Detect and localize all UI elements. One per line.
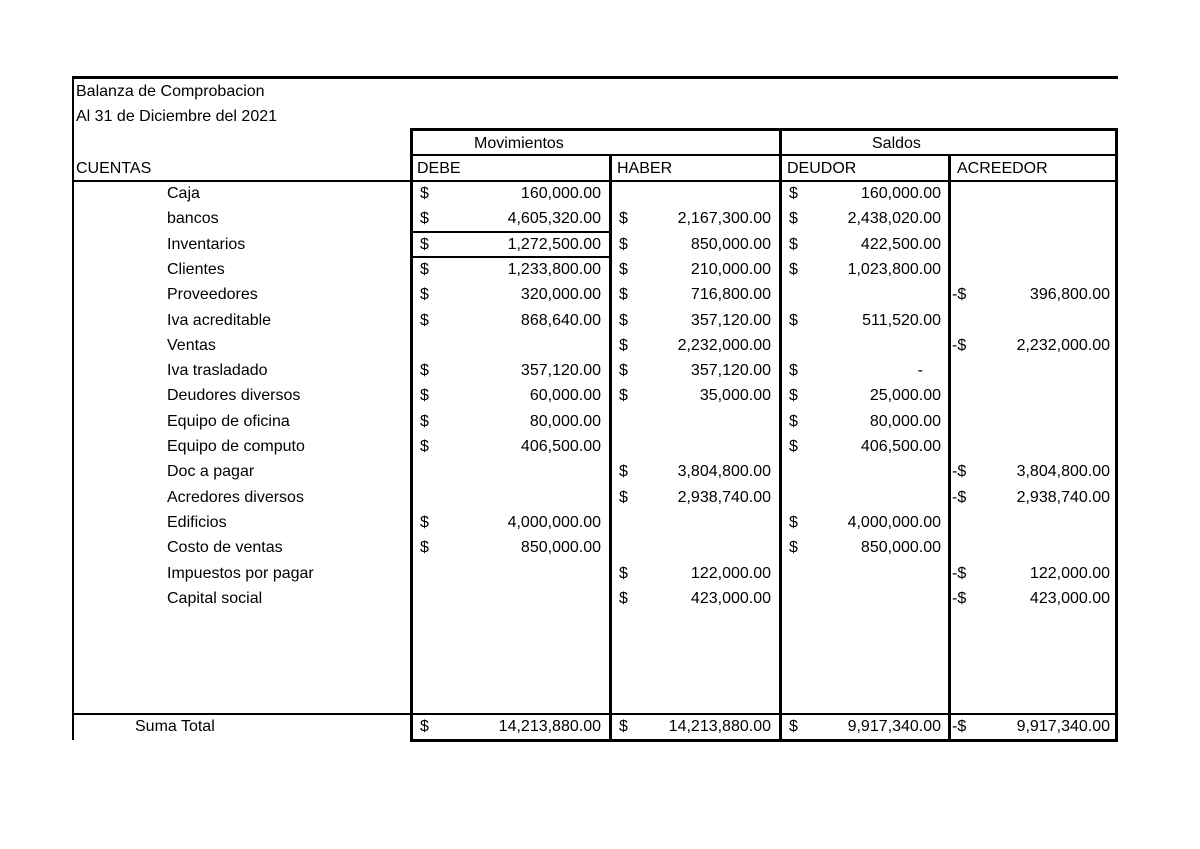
deudor-amount: 2,438,020.00 — [847, 210, 941, 227]
deudor-currency: $ — [789, 514, 798, 531]
debe-currency: $ — [420, 413, 429, 430]
total-acreedor: 9,917,340.00 — [1016, 718, 1110, 735]
haber-amount: 35,000.00 — [699, 387, 771, 404]
deudor-amount: 25,000.00 — [869, 387, 941, 404]
total-debe: 14,213,880.00 — [498, 718, 601, 735]
deudor-amount: 1,023,800.00 — [847, 261, 941, 278]
debe-currency: $ — [420, 286, 429, 303]
left-border — [72, 76, 74, 740]
haber-currency: $ — [619, 463, 628, 480]
total-deudor-currency: $ — [789, 718, 798, 735]
deudor-amount: 511,520.00 — [862, 312, 941, 329]
haber-amount: 357,120.00 — [690, 362, 771, 379]
col-debe-left — [410, 128, 413, 742]
account-name: Clientes — [167, 261, 225, 278]
haber-currency: $ — [619, 210, 628, 227]
debe-currency: $ — [420, 539, 429, 556]
col-haber-left-lower — [609, 256, 612, 742]
acreedor-currency: -$ — [952, 489, 967, 506]
debe-amount: 868,640.00 — [520, 312, 601, 329]
deudor-amount: 422,500.00 — [860, 236, 941, 253]
debe-currency: $ — [420, 387, 429, 404]
header-saldos: Saldos — [872, 135, 921, 152]
header-bottom-line — [72, 180, 1118, 182]
deudor-currency: $ — [789, 539, 798, 556]
deudor-currency: $ — [789, 312, 798, 329]
haber-amount: 3,804,800.00 — [677, 463, 771, 480]
header-haber: HABER — [617, 160, 673, 177]
haber-currency: $ — [619, 286, 628, 303]
debe-amount: 357,120.00 — [520, 362, 601, 379]
deudor-amount: 80,000.00 — [869, 413, 941, 430]
haber-currency: $ — [619, 337, 628, 354]
haber-currency: $ — [619, 362, 628, 379]
col-acreedor-left — [948, 154, 951, 742]
debe-currency: $ — [420, 312, 429, 329]
acreedor-amount: 2,938,740.00 — [1016, 489, 1110, 506]
account-name: bancos — [167, 210, 219, 227]
haber-currency: $ — [619, 590, 628, 607]
deudor-currency: $ — [789, 387, 798, 404]
inventarios-bottom-line — [410, 256, 610, 258]
total-bottom-line — [410, 739, 1118, 742]
haber-amount: 2,167,300.00 — [677, 210, 771, 227]
debe-amount: 4,000,000.00 — [507, 514, 601, 531]
debe-currency: $ — [420, 438, 429, 455]
header-top-line — [410, 128, 1118, 131]
debe-currency: $ — [420, 261, 429, 278]
header-mid-line — [410, 154, 1118, 156]
debe-amount: 60,000.00 — [529, 387, 601, 404]
acreedor-amount: 122,000.00 — [1029, 565, 1110, 582]
header-deudor: DEUDOR — [787, 160, 857, 177]
haber-amount: 850,000.00 — [690, 236, 771, 253]
acreedor-amount: 396,800.00 — [1029, 286, 1110, 303]
acreedor-amount: 3,804,800.00 — [1016, 463, 1110, 480]
acreedor-amount: 423,000.00 — [1029, 590, 1110, 607]
account-name: Equipo de computo — [167, 438, 305, 455]
col-deudor-left — [779, 128, 782, 742]
deudor-currency: $ — [789, 362, 798, 379]
account-name: Equipo de oficina — [167, 413, 290, 430]
top-border — [72, 76, 1118, 79]
account-name: Acredores diversos — [167, 489, 304, 506]
debe-amount: 1,272,500.00 — [507, 236, 601, 253]
col-haber-left-mid — [609, 231, 612, 258]
account-name: Impuestos por pagar — [167, 565, 314, 582]
header-debe: DEBE — [417, 160, 461, 177]
document-subtitle: Al 31 de Diciembre del 2021 — [76, 108, 278, 125]
account-name: Proveedores — [167, 286, 258, 303]
haber-amount: 357,120.00 — [690, 312, 771, 329]
acreedor-currency: -$ — [952, 463, 967, 480]
acreedor-currency: -$ — [952, 565, 967, 582]
right-border — [1115, 128, 1118, 742]
debe-amount: 406,500.00 — [520, 438, 601, 455]
account-name: Edificios — [167, 514, 227, 531]
total-label: Suma Total — [135, 718, 215, 735]
haber-amount: 122,000.00 — [690, 565, 771, 582]
total-deudor: 9,917,340.00 — [847, 718, 941, 735]
deudor-amount: - — [917, 362, 923, 379]
haber-amount: 423,000.00 — [690, 590, 771, 607]
inventarios-top-line — [410, 231, 610, 233]
header-cuentas: CUENTAS — [76, 160, 152, 177]
total-haber-currency: $ — [619, 718, 628, 735]
deudor-currency: $ — [789, 210, 798, 227]
total-haber: 14,213,880.00 — [668, 718, 771, 735]
debe-amount: 80,000.00 — [529, 413, 601, 430]
account-name: Capital social — [167, 590, 263, 607]
total-acreedor-currency: -$ — [952, 718, 967, 735]
acreedor-currency: -$ — [952, 286, 967, 303]
haber-currency: $ — [619, 565, 628, 582]
haber-currency: $ — [619, 236, 628, 253]
account-name: Inventarios — [167, 236, 246, 253]
acreedor-amount: 2,232,000.00 — [1016, 337, 1110, 354]
account-name: Iva acreditable — [167, 312, 272, 329]
acreedor-currency: -$ — [952, 590, 967, 607]
deudor-amount: 406,500.00 — [860, 438, 941, 455]
haber-currency: $ — [619, 387, 628, 404]
account-name: Ventas — [167, 337, 216, 354]
total-debe-currency: $ — [420, 718, 429, 735]
header-movimientos: Movimientos — [474, 135, 564, 152]
debe-amount: 320,000.00 — [520, 286, 601, 303]
col-haber-left — [609, 154, 612, 231]
header-acreedor: ACREEDOR — [957, 160, 1048, 177]
deudor-currency: $ — [789, 413, 798, 430]
acreedor-currency: -$ — [952, 337, 967, 354]
deudor-currency: $ — [789, 236, 798, 253]
account-name: Caja — [167, 185, 200, 202]
haber-amount: 2,938,740.00 — [677, 489, 771, 506]
account-name: Deudores diversos — [167, 387, 301, 404]
deudor-currency: $ — [789, 438, 798, 455]
debe-currency: $ — [420, 185, 429, 202]
haber-amount: 716,800.00 — [690, 286, 771, 303]
debe-currency: $ — [420, 362, 429, 379]
debe-currency: $ — [420, 514, 429, 531]
deudor-currency: $ — [789, 185, 798, 202]
account-name: Doc a pagar — [167, 463, 255, 480]
account-name: Iva trasladado — [167, 362, 268, 379]
total-top-line — [72, 713, 1118, 715]
debe-currency: $ — [420, 236, 429, 253]
haber-amount: 210,000.00 — [690, 261, 771, 278]
account-name: Costo de ventas — [167, 539, 283, 556]
debe-currency: $ — [420, 210, 429, 227]
haber-currency: $ — [619, 261, 628, 278]
debe-amount: 160,000.00 — [520, 185, 601, 202]
debe-amount: 1,233,800.00 — [507, 261, 601, 278]
debe-amount: 4,605,320.00 — [507, 210, 601, 227]
haber-amount: 2,232,000.00 — [677, 337, 771, 354]
haber-currency: $ — [619, 489, 628, 506]
haber-currency: $ — [619, 312, 628, 329]
deudor-currency: $ — [789, 261, 798, 278]
debe-amount: 850,000.00 — [520, 539, 601, 556]
deudor-amount: 4,000,000.00 — [847, 514, 941, 531]
document-title: Balanza de Comprobacion — [76, 83, 265, 100]
deudor-amount: 850,000.00 — [860, 539, 941, 556]
deudor-amount: 160,000.00 — [860, 185, 941, 202]
